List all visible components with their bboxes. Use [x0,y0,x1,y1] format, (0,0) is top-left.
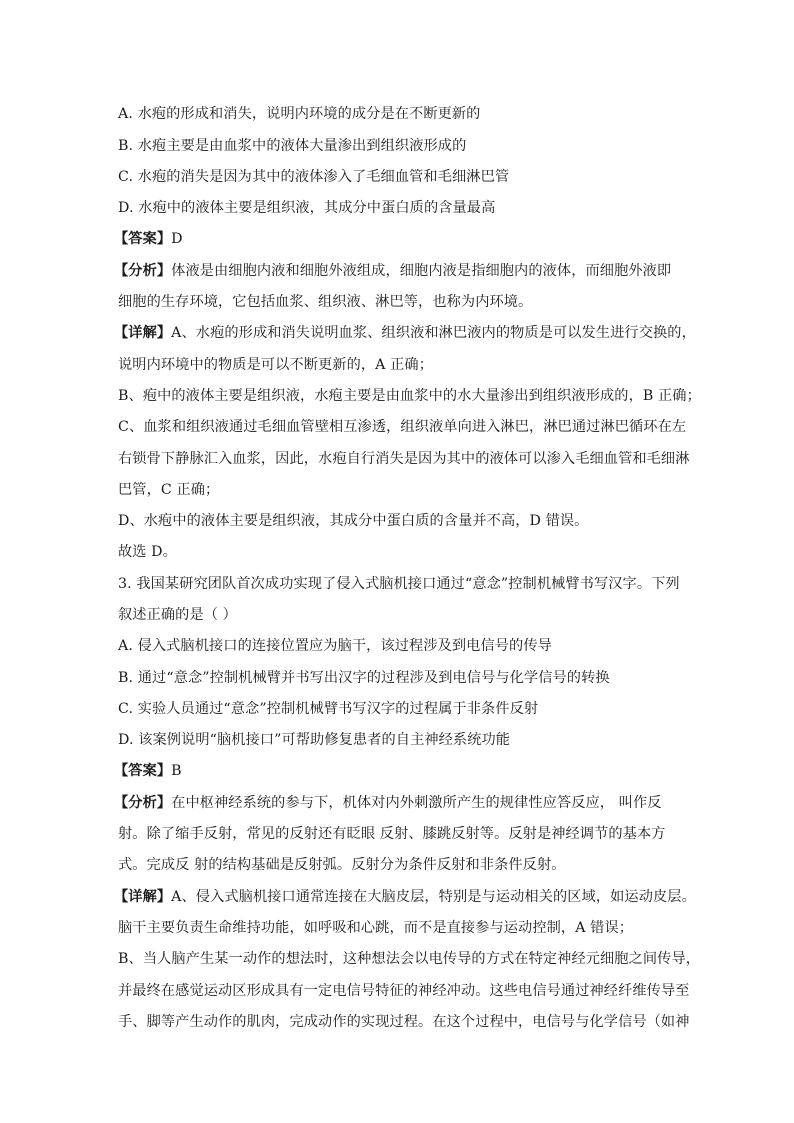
analysis-text: 体液是由细胞内液和细胞外液组成，细胞内液是指细胞内的液体，而细胞外液即 [171,263,672,279]
detail-text: A、水疱的形成和消失说明血浆、组织液和淋巴液内的物质是可以发生进行交换的， [171,325,696,341]
detail-label: 【详解】 [114,889,172,905]
detail-text: A、侵入式脑机接口通常连接在大脑皮层，特别是与运动相关的区域，如运动皮层。 [171,889,696,905]
q2-detail-line-6: 巴管，C 正确； [118,482,220,498]
q3-answer [114,761,674,781]
answer-label: 【答案】 [114,763,172,779]
q3-option-b: B. 通过“意念”控制机械臂并书写出汉字的过程涉及到电信号与化学信号的转换 [118,670,610,686]
q3-option-a: A. 侵入式脑机接口的连接位置应为脑干，该过程涉及到电信号的传导 [118,638,552,654]
detail-label: 【详解】 [114,325,172,341]
q2-detail-line-2: 说明内环境中的物质是可以不断更新的，A 正确； [118,357,433,373]
q3-analysis-line-3: 式。完成反 射的结构基础是反射弧。反射分为条件反射和非条件反射。 [118,857,566,873]
q2-option-b: B. 水疱主要是由血浆中的液体大量渗出到组织液形成的 [118,138,467,154]
analysis-label: 【分析】 [114,795,172,811]
analysis-text: 在中枢神经系统的参与下，机体对内外刺激所产生的规律性应答反应， 叫作反 [171,795,662,811]
q2-detail-line-5: 右锁骨下静脉汇入血浆，因此，水疱自行消失是因为其中的液体可以渗入毛细血管和毛细淋 [118,451,690,467]
q2-analysis-line-2: 细胞的生存环境，它包括血浆、组织液、淋巴等，也称为内环境。 [118,294,533,310]
q3-stem-line-1: 3. 我国某研究团队首次成功实现了侵入式脑机接口通过“意念”控制机械臂书写汉字。下列 [118,576,680,592]
q2-option-c: C. 水疱的消失是因为其中的液体渗入了毛细血管和毛细淋巴管 [118,169,510,185]
q2-detail-line-7: D、水疱中的液体主要是组织液，其成分中蛋白质的含量并不高，D 错误。 [118,513,589,529]
q2-answer [114,229,674,249]
q3-detail-line-5: 手、脚等产生动作的肌肉，完成动作的实现过程。在这个过程中，电信号与化学信号（如神 [118,1014,690,1030]
answer-label: 【答案】 [114,231,172,247]
q2-detail-line-1 [114,323,696,343]
q3-detail-line-1 [114,887,696,907]
analysis-label: 【分析】 [114,263,172,279]
answer-value: B [171,763,182,779]
q3-detail-line-2: 脑干主要负责生命维持功能，如呼吸和心跳，而不是直接参与运动控制，A 错误； [118,920,634,936]
q3-detail-line-4: 并最终在感觉运动区形成具有一定电信号特征的神经冲动。这些电信号通过神经纤维传导至 [118,983,690,999]
answer-value: D [171,231,183,247]
q3-analysis-line-1 [114,793,674,813]
q2-detail-line-3: B、疱中的液体主要是组织液，水疱主要是由血浆中的水大量渗出到组织液形成的，B 正确； [118,388,701,404]
q2-analysis-line-1 [114,261,674,281]
q3-option-d: D. 该案例说明“脑机接口”可帮助修复患者的自主神经系统功能 [118,732,511,748]
q2-detail-line-4: C、血浆和组织液通过毛细血管壁相互渗透，组织液单向进入淋巴，淋巴通过淋巴循环在左 [118,419,687,435]
q3-option-c: C. 实验人员通过“意念”控制机械臂书写汉字的过程属于非条件反射 [118,701,539,717]
q2-option-d: D. 水疱中的液体主要是组织液，其成分中蛋白质的含量最高 [118,200,496,216]
q2-conclusion: 故选 D。 [118,544,177,560]
q2-option-a: A. 水疱的形成和消失，说明内环境的成分是在不断更新的 [118,106,481,122]
q3-stem-line-2: 叙述正确的是（ ） [118,607,237,623]
q3-analysis-line-2: 射。除了缩手反射，常见的反射还有眨眼 反射、膝跳反射等。反射是神经调节的基本方 [118,826,666,842]
q3-detail-line-3: B、当人脑产生某一动作的想法时，这种想法会以电传导的方式在特定神经元细胞之间传导， [118,951,701,967]
